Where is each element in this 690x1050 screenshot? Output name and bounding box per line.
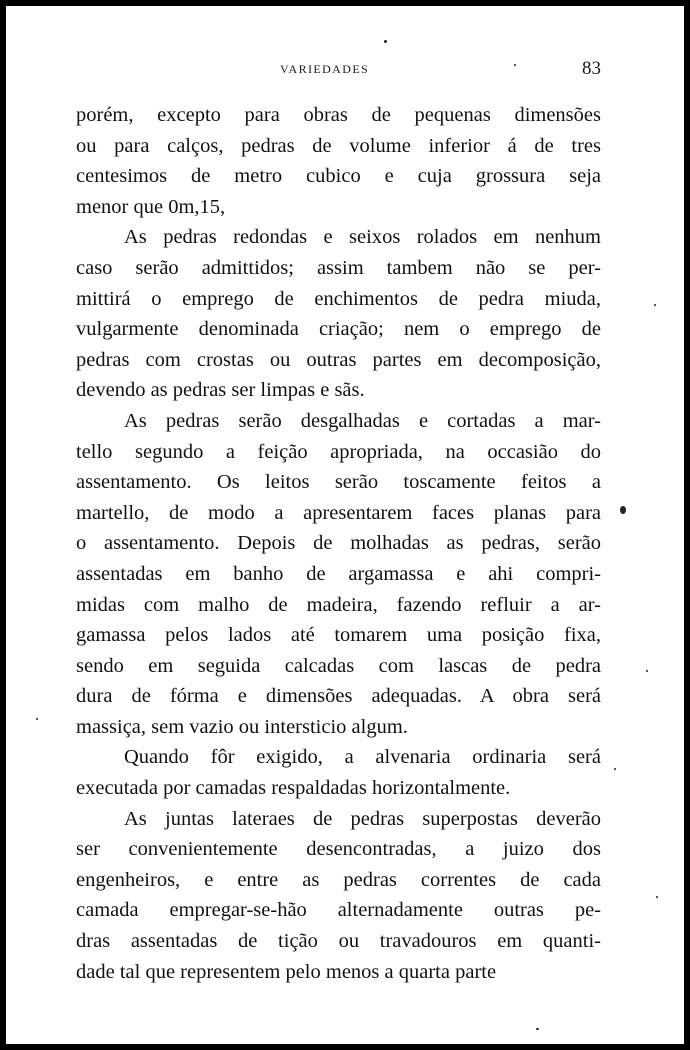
text-line: executada por camadas respaldadas horizontalmente. bbox=[76, 777, 511, 800]
running-head bbox=[6, 58, 684, 82]
text-line: menor que 0m,15, bbox=[76, 195, 226, 218]
scan-speck bbox=[620, 506, 626, 514]
paragraph bbox=[76, 742, 601, 803]
text-line: sendo em seguida calcadas com lascas de pedra bbox=[76, 654, 601, 677]
text-line: vulgarmente denominada criação; nem o emprego de bbox=[76, 318, 601, 341]
text-line: o assentamento. Depois de molhadas as pedras, serão bbox=[76, 532, 601, 555]
scan-speck bbox=[536, 1028, 539, 1030]
book-page bbox=[6, 6, 684, 1044]
text-line: massiça, sem vazio ou intersticio algum. bbox=[76, 715, 408, 738]
text-line: martello, de modo a apresentarem faces planas para bbox=[76, 501, 601, 524]
text-line: devendo as pedras ser limpas e sãs. bbox=[76, 379, 365, 402]
text-line: dras assentadas de tição ou travadouros em quanti- bbox=[76, 930, 601, 953]
text-line: ser convenientemente desencontradas, a juizo dos bbox=[76, 838, 601, 861]
text-line: As juntas lateraes de pedras superpostas deverão bbox=[124, 807, 601, 830]
paragraph bbox=[76, 406, 601, 743]
text-line: caso serão admittidos; assim tambem não se per- bbox=[76, 256, 601, 279]
text-line: gamassa pelos lados até tomarem uma posição fixa, bbox=[76, 624, 601, 647]
text-line: porém, excepto para obras de pequenas dimensões bbox=[76, 104, 601, 126]
scan-speck bbox=[654, 304, 656, 306]
body-text bbox=[76, 100, 601, 987]
text-line: ou para calços, pedras de volume inferior á de tres bbox=[76, 134, 601, 157]
scan-speck bbox=[656, 896, 658, 898]
page-number: 83 bbox=[582, 58, 601, 79]
paragraph bbox=[76, 100, 601, 222]
paragraph bbox=[76, 222, 601, 406]
text-line: midas com malho de madeira, fazendo refluir a ar- bbox=[76, 593, 601, 616]
paragraph bbox=[76, 804, 601, 988]
text-line: pedras com crostas ou outras partes em decomposição, bbox=[76, 348, 601, 371]
scan-speck bbox=[614, 768, 616, 770]
text-line: centesimos de metro cubico e cuja grossura seja bbox=[76, 165, 601, 188]
text-line: tello segundo a feição apropriada, na occasião do bbox=[76, 440, 601, 463]
running-head-title: VARIEDADES bbox=[280, 62, 370, 76]
text-line: As pedras redondas e seixos rolados em nenhum bbox=[124, 226, 601, 249]
text-line: engenheiros, e entre as pedras correntes de cada bbox=[76, 868, 601, 891]
scan-speck bbox=[646, 670, 648, 672]
text-line: assentadas em banho de argamassa e ahi compri- bbox=[76, 562, 601, 585]
scan-speck bbox=[514, 64, 516, 66]
text-line: dura de fórma e dimensões adequadas. A obra será bbox=[76, 685, 601, 708]
text-line: assentamento. Os leitos serão toscamente feitos a bbox=[76, 471, 601, 494]
scan-speck bbox=[384, 40, 387, 43]
text-line: Quando fôr exigido, a alvenaria ordinaria será bbox=[124, 746, 601, 769]
text-line: As pedras serão desgalhadas e cortadas a mar- bbox=[124, 409, 601, 432]
scan-speck bbox=[36, 718, 38, 720]
text-line: camada empregar-se-hão alternadamente outras pe- bbox=[76, 899, 601, 922]
text-line: dade tal que representem pelo menos a quarta parte bbox=[76, 960, 497, 983]
text-line: mittirá o emprego de enchimentos de pedra miuda, bbox=[76, 287, 601, 310]
